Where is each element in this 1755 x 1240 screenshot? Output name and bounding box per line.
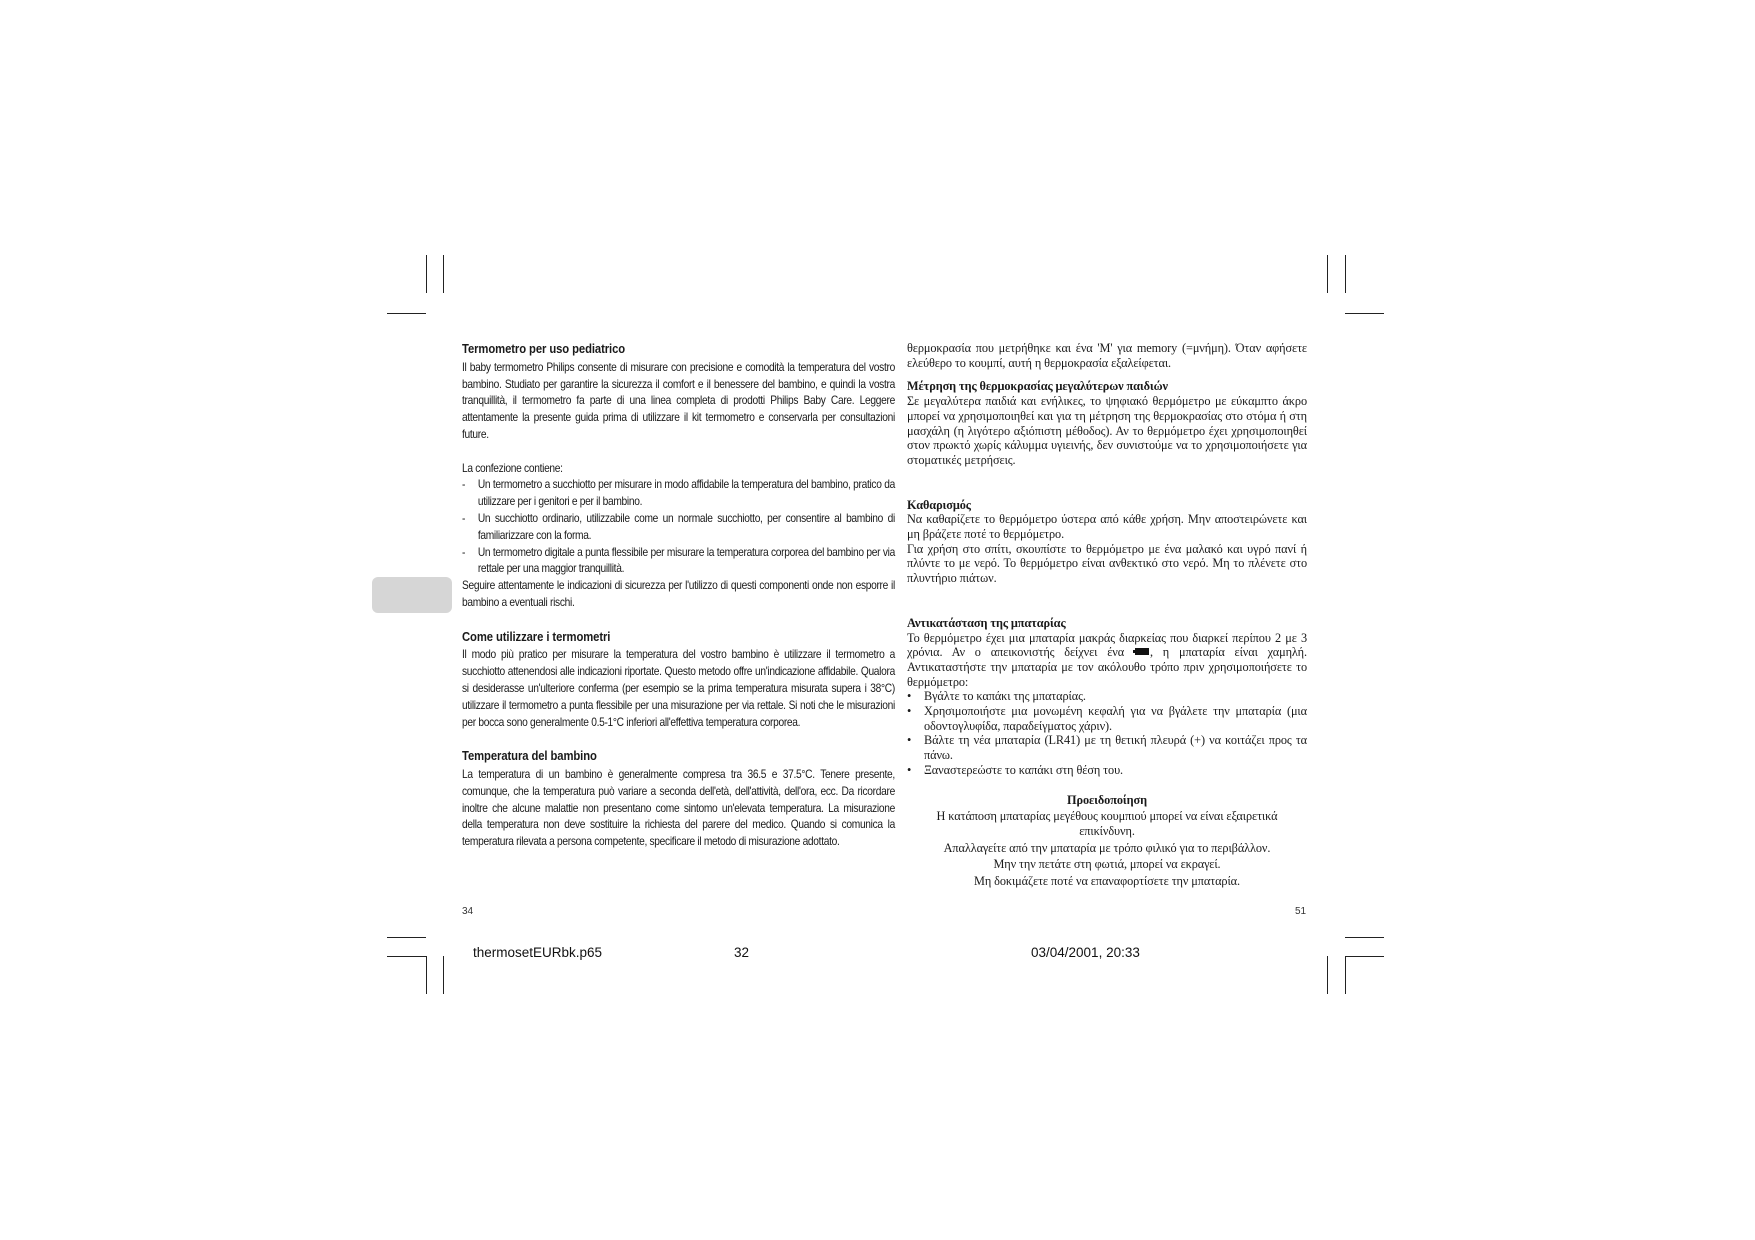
- right-page-number: 51: [1295, 906, 1307, 917]
- crop-mark: [426, 956, 427, 994]
- list-item: • Χρησιμοποιήστε μια μονωμένη κεφαλή για να βγάλετε την μπαταρία (μια οδοντογλυφίδα, παραδείγματος χάριν).: [907, 704, 1307, 733]
- crop-mark: [1345, 937, 1384, 938]
- left-page-text: [462, 341, 895, 851]
- crop-mark: [1345, 255, 1346, 293]
- crop-mark: [1345, 956, 1346, 994]
- left-page-title: Termometro per uso pediatrico: [462, 341, 626, 356]
- warning-line: Μην την πετάτε στη φωτιά, μπορεί να εκραγεί.: [993, 857, 1221, 872]
- crop-mark: [426, 255, 427, 293]
- list-item: - Un termometro digitale a punta flessibile per misurare la temperatura corporea del bambino per via rettale per una maggior tranquillità.: [462, 545, 895, 579]
- contents-list: [462, 477, 895, 578]
- cleaning-paragraph: Να καθαρίζετε το θερμόμετρο ύστερα από κάθε χρήση. Μην αποστειρώνετε και μη βράζετε ποτέ το θερμόμετρο.: [907, 512, 1307, 542]
- list-item: • Βγάλτε το καπάκι της μπαταρίας.: [907, 689, 1307, 704]
- cleaning-paragraph: Για χρήση στο σπίτι, σκουπίστε το θερμόμετρο με ένα μαλακό και υγρό πανί ή πλύντε το με νερό. Το θερμόμετρο είναι ανθεκτικό στο νερό. Μη το πλένετε στο πλυντήριο πιάτων.: [907, 541, 1307, 586]
- crop-mark: [1345, 313, 1384, 314]
- list-item: • Βάλτε τη νέα μπαταρία (LR41) με τη θετική πλευρά (+) να κοιτάζει προς τα πάνω.: [907, 733, 1307, 762]
- battery-title: Αντικατάσταση της μπαταρίας: [907, 615, 1066, 630]
- older-children-paragraph: Σε μεγαλύτερα παιδιά και ενήλικες, το ψηφιακό θερμόμετρο με εύκαμπτο άκρο μπορεί να χρησιμοποιηθεί και για τη μέτρηση της θερμοκρασίας στο στόμα ή στη μασχάλη (η λιγότερο αξιόπιστη μέθοδος). Αν το θερμόμετρο έχει χρησιμοποιηθεί στον πρωκτό χωρίς κάλυμμα υγιεινής, δεν συνιστούμε να το χρησιμοποιήσετε για στοματικές μετρήσεις.: [907, 394, 1307, 467]
- right-page-text: [907, 341, 1307, 889]
- how-to-paragraph: Il modo più pratico per misurare la temperatura del vostro bambino è utilizzare il termometro a succhiotto attenendosi alle indicazioni riportate. Questo metodo offre un'indicazione affidabile. Qualora si desiderasse un'ulteriore conferma (per esempio se la prima temperatura misurata supera i 38°C) utilizzare il termometro a punta flessibile per una misurazione per via rettale. Si noti che le misurazioni per bocca sono generalmente 0.5-1°C inferiori all'effettiva temperatura corporea.: [462, 648, 895, 729]
- warning-line: Μη δοκιμάζετε ποτέ να επαναφορτίσετε την μπαταρία.: [974, 874, 1240, 889]
- contents-label: La confezione contiene:: [462, 461, 563, 475]
- battery-paragraph: Το θερμόμετρο έχει μια μπαταρία μακράς διαρκείας που διαρκεί περίπου 2 με 3 χρόνια. Αν ο απεικονιστής δείχνει ένα , η μπαταρία είναι χαμηλή. Αντικαταστήστε την μπαταρία με τον ακόλουθο τρόπο πριν χρησιμοποιήσετε το θερμόμετρο:: [907, 630, 1307, 689]
- temperature-title: Temperatura del bambino: [462, 748, 597, 764]
- footer-sheet-number: 32: [734, 945, 750, 960]
- how-to-title: Come utilizzare i termometri: [462, 628, 611, 644]
- list-item: - Un succhiotto ordinario, utilizzabile come un normale succhiotto, per consentire al bambino di familiarizzare con la forma.: [462, 511, 895, 545]
- crop-mark: [387, 313, 426, 314]
- footer-datetime: 03/04/2001, 20:33: [1031, 945, 1140, 960]
- cleaning-title: Καθαρισμός: [907, 497, 971, 512]
- warning-line: Απαλλαγείτε από την μπαταρία με τρόπο φιλικό για το περιβάλλον.: [943, 840, 1271, 855]
- left-page-number: 34: [462, 906, 474, 917]
- crop-mark: [443, 255, 444, 293]
- crop-mark: [1345, 956, 1384, 957]
- list-item: - Un termometro a succhiotto per misurare in modo affidabile la temperatura del bambino, pratico da utilizzare per i genitori e per il bambino.: [462, 477, 895, 511]
- crop-mark: [1327, 255, 1328, 293]
- crop-mark: [387, 937, 426, 938]
- footer-filename: thermosetEURbk.p65: [473, 945, 603, 960]
- safety-note: Seguire attentamente le indicazioni di sicurezza per l'utilizzo di questi componenti onde non esporre il bambino a eventuali rischi.: [462, 579, 895, 609]
- crop-mark: [387, 956, 426, 957]
- section-thumb-tab: [372, 577, 452, 613]
- battery-steps-list: [907, 689, 1307, 777]
- crop-mark: [1327, 956, 1328, 994]
- intro-paragraph: Il baby termometro Philips consente di misurare con precisione e comodità la temperatura del vostro bambino. Studiato per garantire la sicurezza il comfort e il benessere del bambino, e quindi la vostra tranquillità, il termometro fa parte di una linea completa di prodotti Philips Baby Care. Leggere attentamente la presente guida prima di utilizzare il kit termometro e conservarla per consultazioni future.: [462, 360, 895, 441]
- list-item: • Ξαναστερεώστε το καπάκι στη θέση του.: [907, 763, 1307, 778]
- temperature-paragraph: La temperatura di un bambino è generalmente compresa tra 36.5 e 37.5°C. Tenere presente, comunque, che la temperatura può variare a seconda dell'età, dell'attività, dell'ora, ecc. Da ricordare inoltre che alcune malattie non presentano come sintomo un'elevata temperatura. La misurazione della temperatura non deve sostituire la richiesta del parere del medico. Quando si comunica la temperatura rilevata a persona competente, specificare il metodo di misurazione adottato.: [462, 767, 895, 849]
- crop-mark: [443, 956, 444, 994]
- battery-low-icon: [1135, 648, 1149, 655]
- warning-line: Η κατάποση μπαταρίας μεγέθους κουμπιού μπορεί να είναι εξαιρετικά επικίνδυνη.: [936, 809, 1278, 838]
- older-children-title: Μέτρηση της θερμοκρασίας μεγαλύτερων παιδιών: [907, 379, 1168, 394]
- warning-title: Προειδοποίηση: [1067, 792, 1147, 807]
- continued-paragraph: θερμοκρασία που μετρήθηκε και ένα 'M' για memory (=μνήμη). Όταν αφήσετε ελεύθερο το κουμπί, αυτή η θερμοκρασία εξαλείφεται.: [907, 341, 1307, 370]
